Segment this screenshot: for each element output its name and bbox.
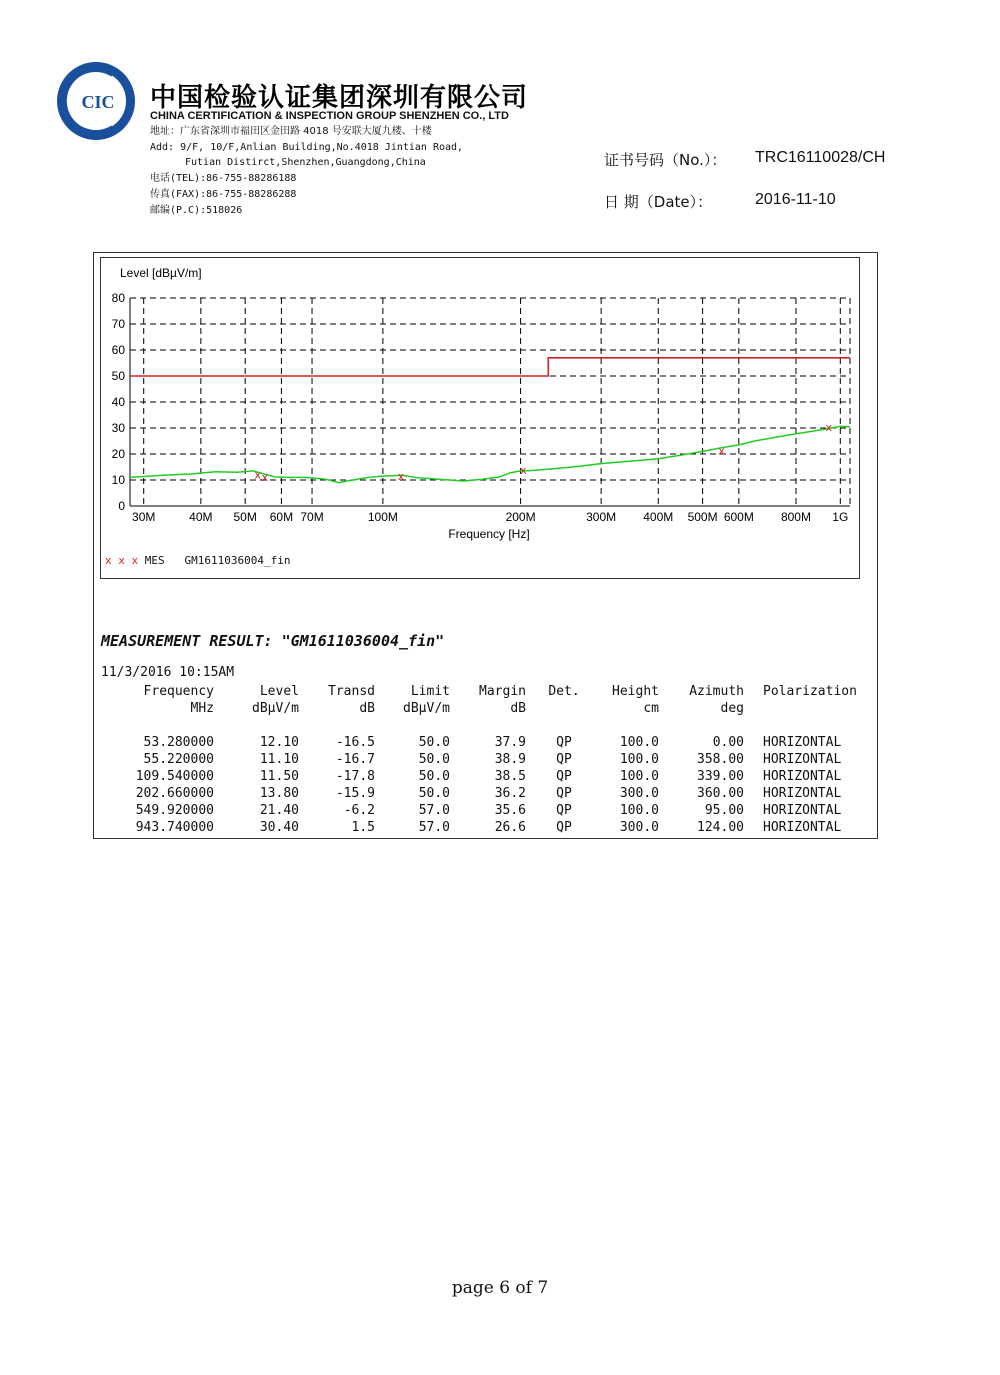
measurement-datetime: 11/3/2016 10:15AM [101,665,235,680]
y-tick-label: 40 [111,395,125,409]
table-cell: -16.7 [335,752,375,767]
table-cell: 100.0 [619,752,659,767]
legend-marker-label: MES [144,554,165,567]
tick-labels [112,291,849,524]
x-tick-label: 300M [586,510,617,524]
table-cell: 339.00 [697,769,744,784]
table-cell: -16.5 [335,735,375,750]
table-cell: 109.540000 [135,769,214,784]
table-cell: 35.6 [494,803,526,818]
y-tick-label: 10 [111,473,125,487]
table-cell: HORIZONTAL [763,769,842,784]
table-cell: QP [556,786,572,801]
table-header-cell: Det. [548,684,580,699]
y-axis-label: Level [dBµV/m] [120,266,202,280]
x-tick-label: 800M [780,510,811,524]
table-cell: 57.0 [418,820,450,835]
table-cell: 95.00 [704,803,744,818]
table-cell: 50.0 [418,735,450,750]
table-cell: 300.0 [619,786,659,801]
table-cell: 21.40 [259,803,299,818]
table-cell: 11.10 [259,752,299,767]
page-number: page 6 of 7 [451,1278,549,1298]
table-cell: 37.9 [494,735,526,750]
table-cell: QP [556,752,572,767]
table-cell: 300.0 [619,820,659,835]
table-cell: 11.50 [259,769,299,784]
table-cell: HORIZONTAL [763,803,842,818]
table-unit-cell: MHz [190,701,214,716]
legend-marker-symbol: x x x [105,554,139,567]
x-tick-label: 1G [832,510,849,524]
table-cell: 38.5 [494,769,526,784]
y-tick-label: 0 [118,499,125,513]
x-tick-label: 30M [132,510,156,524]
table-cell: 0.00 [712,735,744,750]
company-name-cn: 中国检验认证集团深圳有限公司 [150,83,529,113]
logo-text: CIC [81,92,115,112]
table-cell: QP [556,769,572,784]
table-cell: 100.0 [619,735,659,750]
table-cell: 50.0 [418,786,450,801]
y-tick-label: 80 [111,291,125,305]
table-cell: 13.80 [259,786,299,801]
table-cell: 1.5 [351,820,375,835]
x-tick-label: 100M [367,510,398,524]
grid [130,298,850,506]
table-cell: 26.6 [494,820,526,835]
y-tick-label: 70 [111,317,125,331]
y-tick-label: 30 [111,421,125,435]
y-tick-label: 50 [111,369,125,383]
table-cell: 30.40 [259,820,299,835]
fax: 传真(FAX):86-755-88286288 [150,189,297,200]
measurement-result-title: MEASUREMENT RESULT: "GM1611036004_fin" [101,632,445,650]
measurement-marker: x [718,444,725,458]
table-cell: 360.00 [697,786,744,801]
table-cell: 53.280000 [143,735,214,750]
cic-logo [55,60,137,142]
table-unit-cell: dBµV/m [252,701,299,716]
measurement-marker: x [825,420,833,434]
company-name-en: CHINA CERTIFICATION & INSPECTION GROUP SHENZHEN CO., LTD [150,110,509,122]
table-cell: HORIZONTAL [763,786,842,801]
postcode: 邮编(P.C):518026 [150,205,243,216]
table-unit-cell: dB [359,701,375,716]
measurement-marker: x [261,471,269,485]
table-cell: 55.220000 [143,752,214,767]
y-tick-label: 60 [111,343,125,357]
table-header-cell: Margin [479,684,526,699]
table-header-cell: Polarization [763,684,857,699]
chart-legend [105,554,290,567]
table-cell: 12.10 [259,735,299,750]
table-cell: HORIZONTAL [763,735,842,750]
address-en-line1: Add: 9/F, 10/F,Anlian Building,No.4018 Jintian Road, [150,142,464,153]
table-cell: -15.9 [335,786,375,801]
table-cell: -6.2 [343,803,375,818]
table-unit-cell: cm [643,701,659,716]
legend-series-name: GM1611036004_fin [184,554,291,567]
cert-no-value: TRC16110028/CH [755,149,886,166]
telephone: 电话(TEL):86-755-88286188 [150,173,297,184]
x-tick-label: 600M [723,510,754,524]
x-tick-label: 70M [300,510,324,524]
y-tick-label: 20 [111,447,125,461]
x-tick-label: 500M [687,510,718,524]
cert-no-label: 证书号码（No.）： [604,151,727,169]
table-cell: 124.00 [697,820,744,835]
x-tick-label: 40M [189,510,213,524]
table-cell: QP [556,820,572,835]
measurement-marker: x [254,468,262,482]
table-unit-cell: dBµV/m [403,701,450,716]
limit-line [130,358,850,376]
table-cell: HORIZONTAL [763,820,842,835]
address-en-line2: Futian Distirct,Shenzhen,Guangdong,China [185,157,426,168]
table-cell: 100.0 [619,769,659,784]
table-cell: 50.0 [418,769,450,784]
x-axis-label: Frequency [Hz] [448,527,530,541]
x-tick-label: 50M [233,510,257,524]
table-cell: 549.920000 [135,803,214,818]
table-header-cell: Level [259,684,299,699]
table-cell: 38.9 [494,752,526,767]
table-unit-cell: dB [510,701,526,716]
table-cell: 358.00 [697,752,744,767]
measurement-marker: x [397,470,405,484]
table-cell: HORIZONTAL [763,752,842,767]
x-tick-label: 60M [269,510,294,524]
table-cell: QP [556,735,572,750]
x-tick-label: 200M [505,510,536,524]
table-cell: 36.2 [494,786,526,801]
measurement-marker: x [519,464,527,478]
table-cell: QP [556,803,572,818]
table-cell: 943.740000 [135,820,214,835]
table-cell: -17.8 [335,769,375,784]
table-header-cell: Height [612,684,659,699]
table-unit-cell: deg [720,701,744,716]
date-label: 日 期（Date）： [604,193,713,211]
table-header-cell: Azimuth [689,684,744,699]
table-cell: 100.0 [619,803,659,818]
emission-chart [100,257,860,547]
table-cell: 50.0 [418,752,450,767]
series [130,358,850,484]
x-tick-label: 400M [643,510,674,524]
address-cn: 地址：广东省深圳市福田区金田路 4018 号安联大厦九楼、十楼 [150,126,432,137]
table-header-cell: Transd [328,684,375,699]
table-header-cell: Frequency [143,684,214,699]
table-cell: 57.0 [418,803,450,818]
date-value: 2016-11-10 [755,191,836,208]
table-header-cell: Limit [410,684,450,699]
table-cell: 202.660000 [135,786,214,801]
